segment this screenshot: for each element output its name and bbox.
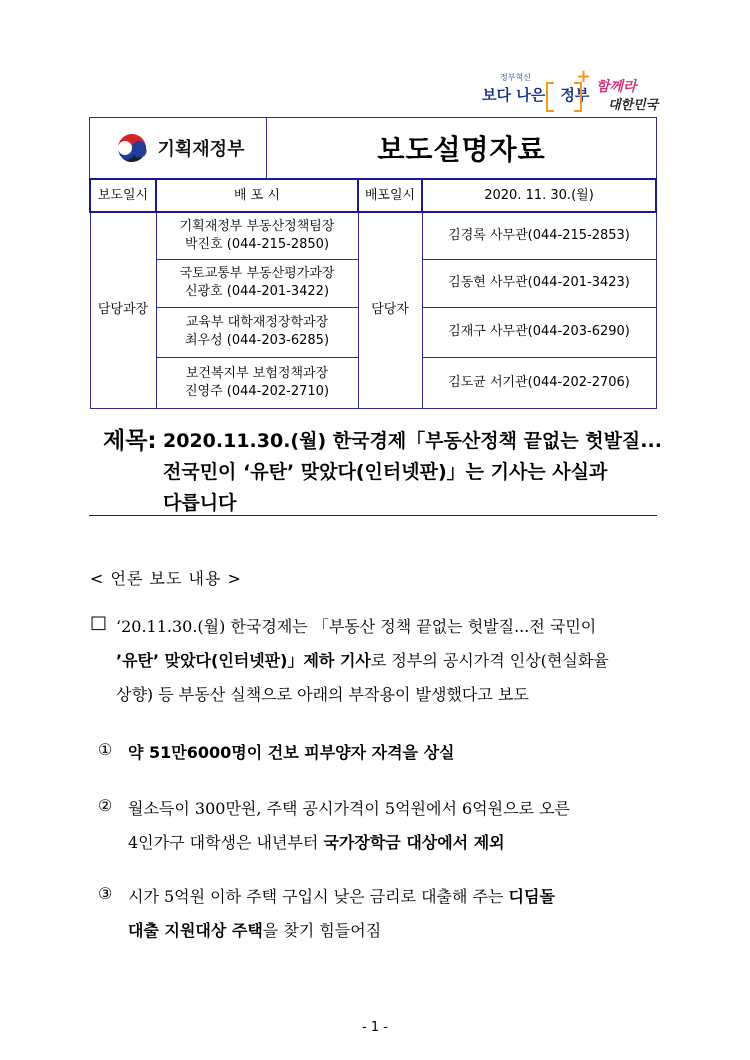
document-title: 보도설명자료 — [267, 118, 657, 179]
dept-head-label: 담당과장 — [90, 212, 156, 408]
report-date-label: 보도일시 — [90, 179, 156, 212]
item-3-line-2: 대출 지원대상 주택을 찾기 힘들어짐 — [128, 921, 382, 940]
subject-line-1: 2020.11.30.(월) 한국경제「부동산정책 끝없는 헛발질... — [163, 430, 662, 452]
bracket-left-shape — [546, 82, 554, 112]
government-slogan-logo — [478, 66, 678, 122]
item-2-line-2: 4인가구 대학생은 내년부터 국가장학금 대상에서 제외 — [128, 833, 505, 852]
header-table — [89, 117, 657, 179]
item-2-line-1: 월소득이 300만원, 주택 공시가격이 5억원에서 6억원으로 오른 — [128, 799, 570, 818]
slogan-handwritten-bottom: 대한민국 — [608, 98, 659, 113]
contact-table — [89, 178, 657, 409]
checkbox-bullet-icon: □ — [90, 612, 108, 633]
officer-cell: 김동현 사무관(044-201-3423) — [422, 259, 656, 307]
dist-date-value: 2020. 11. 30.(월) — [422, 179, 656, 212]
report-date-value: 배 포 시 — [156, 179, 358, 212]
dist-date-label: 배포일시 — [358, 179, 422, 212]
dept-head-cell: 교육부 대학재정장학과장 최우성 (044-203-6285) — [156, 307, 358, 357]
slogan-handwritten-top: 함께라 — [596, 79, 637, 95]
item-1-text: 약 51만6000명이 건보 피부양자 자격을 상실 — [128, 743, 455, 762]
main-line-1: ‘20.11.30.(월) 한국경제는 「부동산 정책 끝없는 헛발질...전 국민이 — [116, 617, 597, 636]
plus-icon: + — [576, 66, 592, 87]
subject-divider — [89, 515, 657, 516]
ministry-name: 기획재정부 — [157, 139, 245, 160]
officer-cell: 김도균 서기관(044-202-2706) — [422, 357, 656, 408]
dept-head-cell: 국토교통부 부동산평가과장 신광호 (044-201-3422) — [156, 259, 358, 307]
item-3-line-1: 시가 5억원 이하 주택 구입시 낮은 금리로 대출해 주는 디딤돌 — [128, 887, 555, 906]
dept-head-cell: 기획재정부 부동산정책팀장 박진호 (044-215-2850) — [156, 212, 358, 259]
slogan-small-text: 정부혁신 — [500, 73, 531, 82]
subject-label: 제목: — [103, 428, 157, 454]
slogan-main-text: 보다 나은 정부 — [482, 86, 590, 104]
dept-head-cell: 보건복지부 보험정책과장 진영주 (044-202-2710) — [156, 357, 358, 408]
section-title: < 언론 보도 내용 > — [90, 569, 242, 588]
page-number: - 1 - — [362, 1020, 388, 1035]
item-number: ② — [98, 796, 113, 815]
main-line-2: ’유탄’ 맞았다(인터넷판)」제하 기사로 정부의 공시가격 인상(현실화율 — [116, 651, 609, 670]
main-line-3: 상향) 등 부동산 실책으로 아래의 부작용이 발생했다고 보도 — [116, 685, 529, 704]
subject-line-2: 전국민이 ‘유탄’ 맞았다(인터넷판)」는 기사는 사실과 — [163, 461, 608, 483]
item-number: ① — [98, 740, 113, 759]
officer-cell: 김재구 사무관(044-203-6290) — [422, 307, 656, 357]
item-number: ③ — [98, 884, 113, 903]
taegeuk-emblem-icon — [112, 128, 152, 168]
ministry-logo-cell — [90, 118, 267, 179]
officer-label: 담당자 — [358, 212, 422, 408]
officer-cell: 김경록 사무관(044-215-2853) — [422, 212, 656, 259]
subject-line-3: 다릅니다 — [163, 492, 237, 514]
